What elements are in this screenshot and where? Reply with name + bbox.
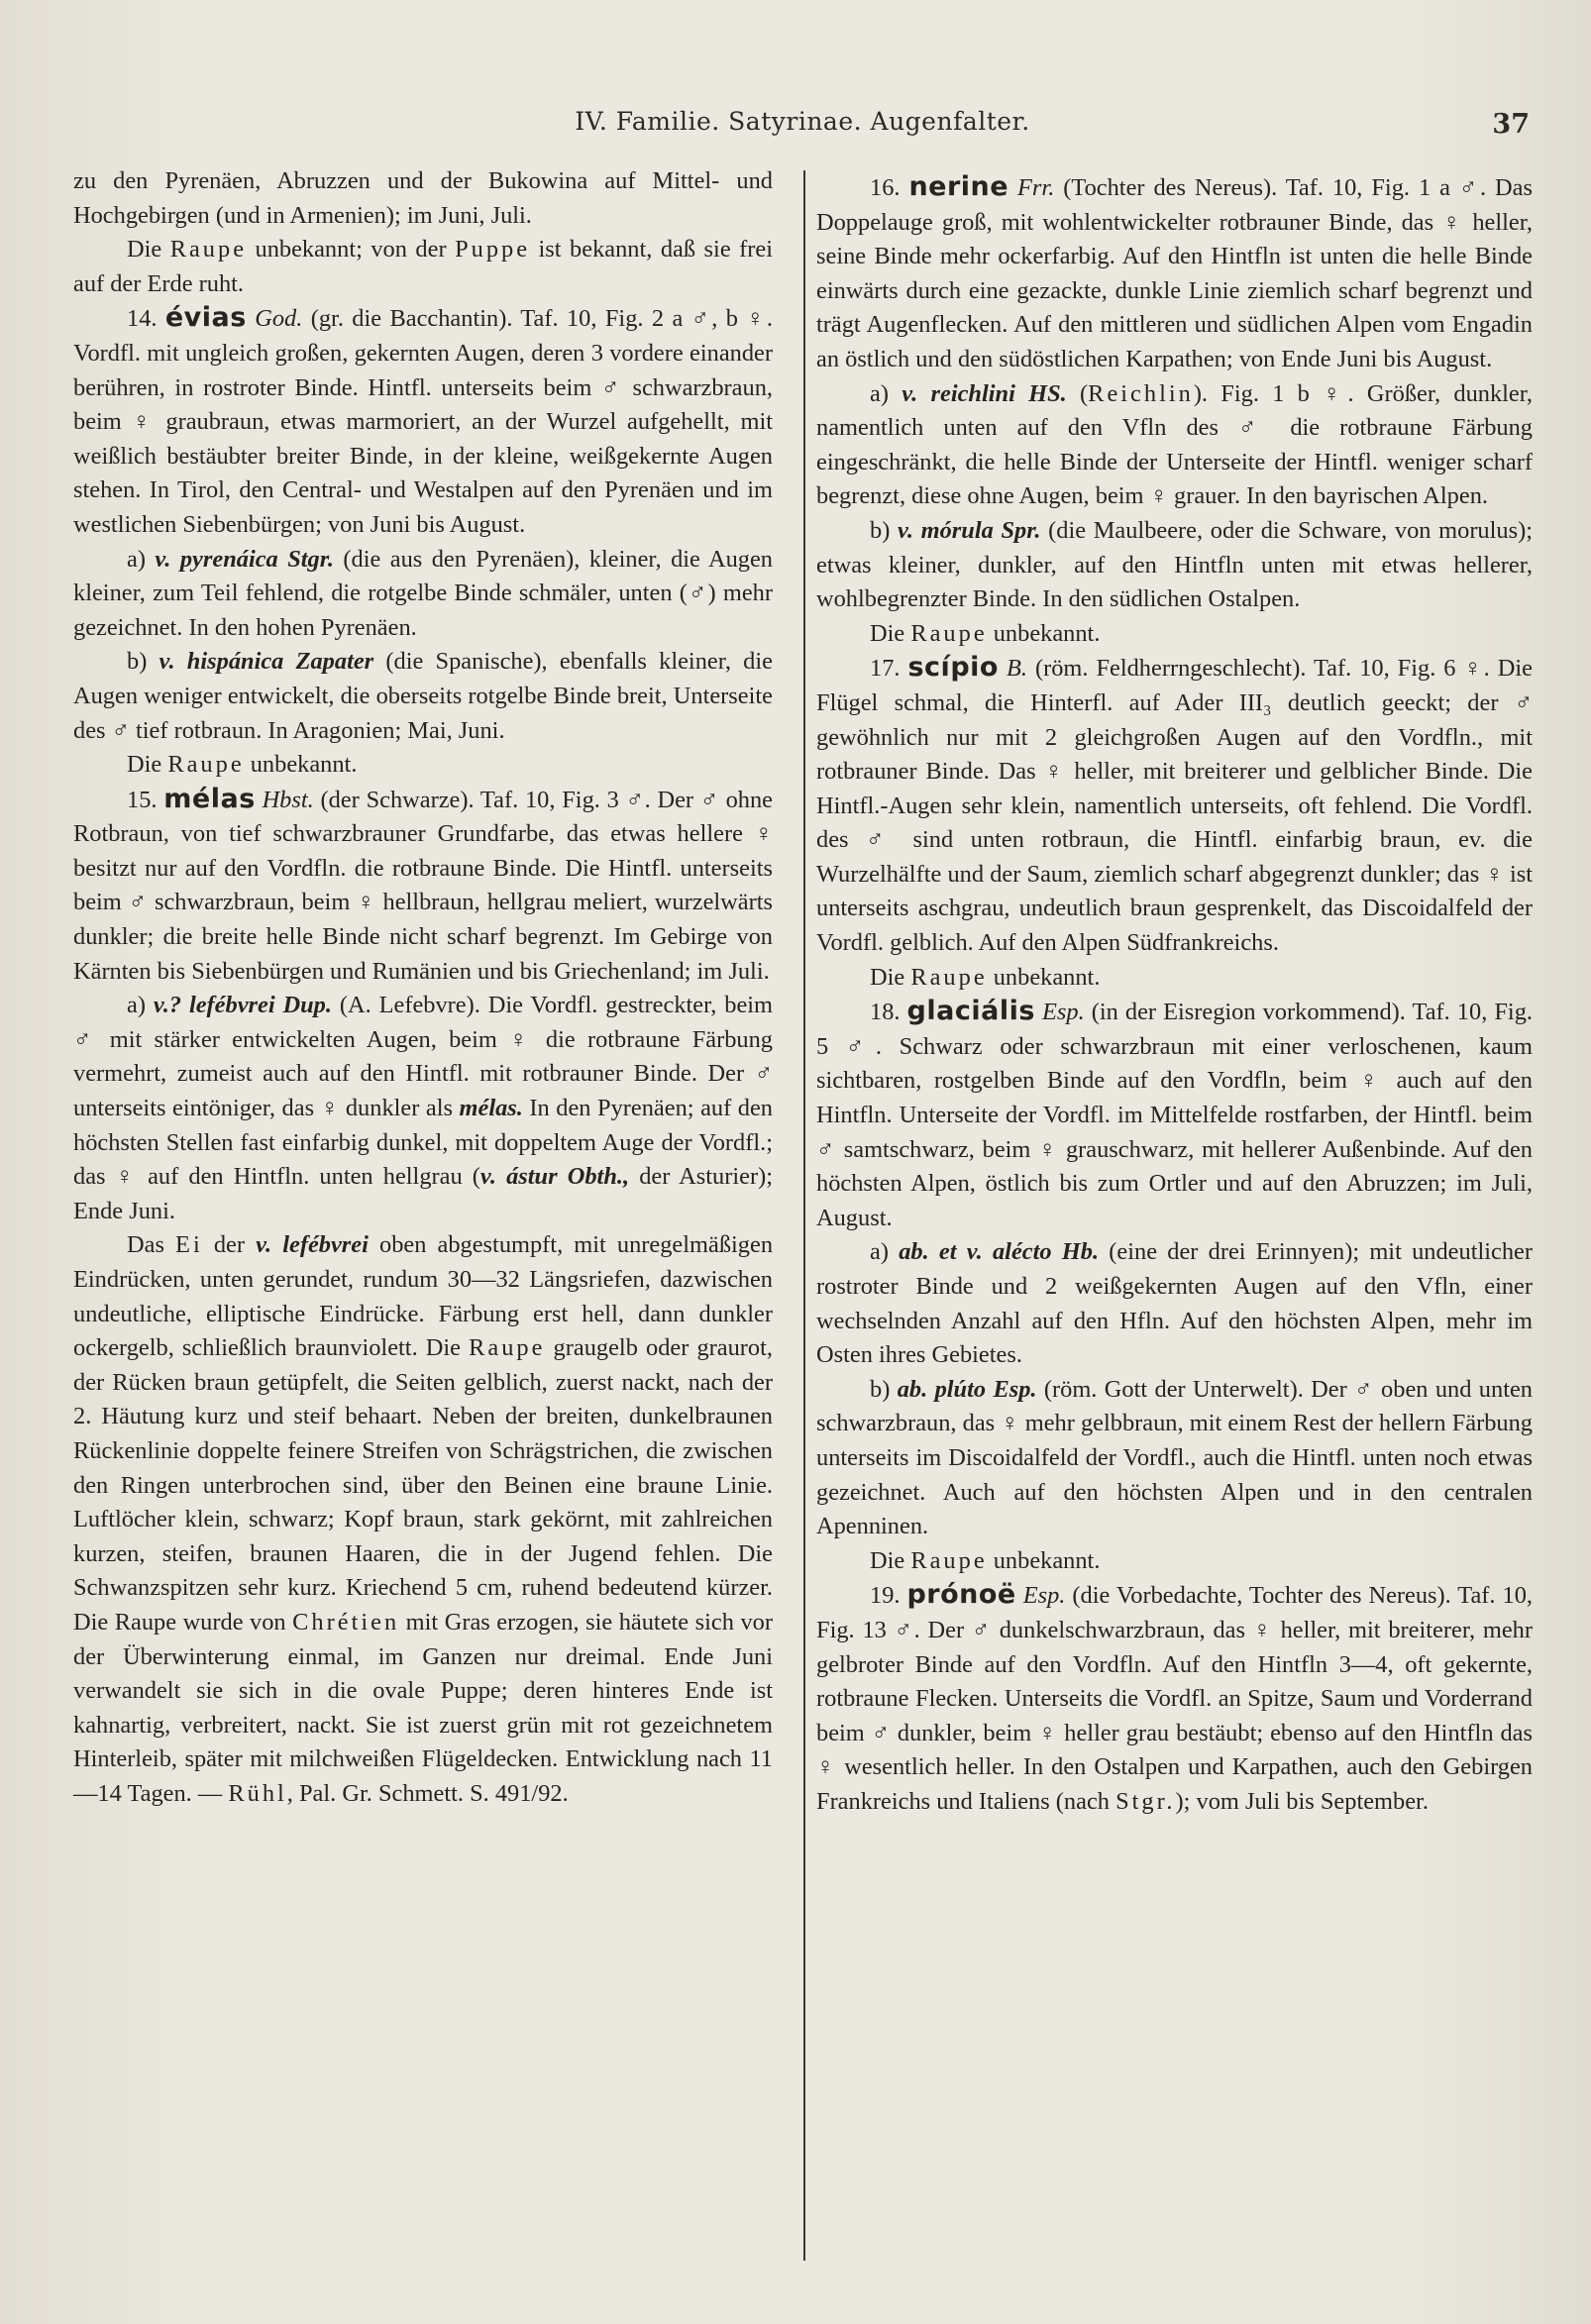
species-name: scípio [907, 652, 999, 684]
species-15-melas: 15. mélas Hbst. (der Schwarze). Taf. 10, Fig. 3 ♂. Der ♂ ohne Rotbraun, von tief schwarzbrauner Grundfarbe, das etwas hellere ♀ besitzt nur auf den Vordfln. die rotbraune Binde. Die Hintfl. unterseits beim ♂ schwarzbraun, beim ♀ hellbraun, hellgrau meliert, wurzelwärts dunkler; die breite helle Binde nicht scharf begrenzt. Im Gebirge von Kärnten bis Siebenbürgen und Rumänien und bis Griechenland; im Juli. [73, 783, 773, 985]
species-16-nerine: 16. nerine Frr. (Tochter des Nereus). Taf. 10, Fig. 1 a ♂. Das Doppelauge groß, mit wohlentwickelter rotbrauner Binde, das ♀ heller, seine Binde mehr ockerfarbig. Auf den Hintfln ist unten die helle Binde einwärts durch eine gezackte, dunkle Linie ziemlich scharf begrenzt und trägt Augenflecken. Auf den mittleren und südlichen Alpen vom Engadin an östlich und den südöstlichen Karpathen; von Ende Juni bis August. [816, 171, 1533, 372]
page-number: 37 [1492, 109, 1530, 140]
species-14-evias: 14. évias God. (gr. die Bacchantin). Taf. 10, Fig. 2 a ♂, b ♀. Vordfl. mit ungleich großen, gekernten Augen, deren 3 vordere einander berühren, in rostroter Binde. Hintfl. unterseits beim ♂ schwarzbraun, beim ♀ graubraun, etwas marmoriert, an der Wurzel aufgehellt, mit weißlich bestäubter breiter Binde, in der kleine, weißgekernte Augen stehen. In Tirol, den Central- und Westalpen auf den Pyrenäen und im westlichen Siebenbürgen; von Juni bis August. [73, 302, 773, 538]
paragraph-raupe-puppe: Die Raupe unbekannt; von der Puppe ist bekannt, daß sie frei auf der Erde ruht. [73, 236, 773, 297]
left-column [73, 164, 773, 1812]
species-author: Esp. [1041, 999, 1085, 1026]
running-title: IV. Familie. Satyrinae. Augenfalter. [575, 107, 1030, 136]
species-author: Esp. [1022, 1582, 1066, 1610]
species-author: B. [1006, 655, 1027, 683]
species-name: nerine [908, 171, 1009, 202]
raupe-unknown: Die Raupe unbekannt. [870, 1546, 1101, 1574]
column-divider [803, 170, 805, 2261]
variety-pyrenaica: a) v. pyrenáica Stgr. (die aus den Pyrenäen), kleiner, die Augen kleiner, zum Teil fehlend, die rotgelbe Binde schmäler, unten (♂) mehr gezeichnet. In den hohen Pyrenäen. [73, 545, 773, 641]
raupe-unknown: Die Raupe unbekannt. [870, 619, 1101, 647]
species-author: God. [255, 305, 303, 333]
variety-reichlini: a) v. reichlini HS. (Reichlin). Fig. 1 b ♀. Größer, dunkler, namentlich unten auf den Vfln des ♂ die rotbraune Färbung eingeschränkt, die helle Binde der Unterseite der Hintfl. weniger scharf begrenzt, diese ohne Augen, beim ♀ grauer. In den bayrischen Alpen. [816, 379, 1533, 510]
right-column [816, 170, 1533, 1820]
species-name: mélas [163, 783, 256, 814]
raupe-unknown: Die Raupe unbekannt. [127, 751, 358, 779]
species-19-pronoe: 19. prónoë Esp. (die Vorbedachte, Tochter des Nereus). Taf. 10, Fig. 13 ♂. Der ♂ dunkelschwarzbraun, das ♀ heller, mit breiterer, mehr gelbroter Binde auf den Vordfln. Auf den Hintfln 3—4, oft gekernte, rotbraune Flecken. Unterseits die Vordfl. an Spitze, Saum und Vorderrand beim ♂ dunkler, beim ♀ heller grau bestäubt; ebenso auf den Hintfln das ♀ wesentlich heller. In den Ostalpen und Karpathen, auch den Gebirgen Frankreichs und Italiens (nach Stgr.); vom Juli bis September. [816, 1579, 1533, 1815]
aberration-alecto: a) ab. et v. alécto Hb. (eine der drei Erinnyen); mit undeutlicher rostroter Binde und 2 weißgekernten Augen auf den Vfln, einer wechselnden Anzahl auf den Hfln. Auf den höchsten Alpen, mehr im Osten ihres Gebietes. [816, 1238, 1533, 1369]
species-name: glaciális [906, 996, 1035, 1027]
species-18-glacialis: 18. glaciális Esp. (in der Eisregion vorkommend). Taf. 10, Fig. 5 ♂. Schwarz oder schwarzbraun mit einer verloschenen, kaum sichtbaren, rostgelben Binde auf den Vordfln, beim ♀ auch auf den Hintfln. Unterseite der Vordfl. im Mittelfelde rostfarben, der Hintfl. beim ♂ samtschwarz, beim ♀ grauschwarz, mit hellerer Außenbinde. Auf den höchsten Alpen, östlich bis zum Ortler und auf den Abruzzen; im Juli, August. [816, 996, 1533, 1231]
species-17-scipio: 17. scípio B. (röm. Feldherrngeschlecht). Taf. 10, Fig. 6 ♀. Die Flügel schmal, die Hinterfl. auf Ader III₃ deutlich geeckt; der ♂ gewöhnlich nur mit 2 gleichgroßen Augen auf den Vordfln., mit rotbrauner Binde. Das ♀ heller, mit breiterer und gelblicher Binde. Die Hintfl.-Augen sehr klein, namentlich unterseits, oft fehlend. Die Vordfl. des ♂ sind unten rotbraun, die Hintfl. einfarbig braun, ev. die Wurzelhälfte und der Saum, ziemlich scharf abgegrenzt dunkler; das ♀ ist unterseits aschgrau, undeutlich braun gesprenkelt, das Discoidalfeld der Vordfl. gelblich. Auf den Alpen Südfrankreichs. [816, 652, 1533, 957]
species-author: Hbst. [262, 786, 314, 813]
variety-hispanica: b) v. hispánica Zapater (die Spanische), ebenfalls kleiner, die Augen weniger entwickelt, die oberseits rotgelbe Binde breit, Unterseite des ♂ tief rotbraun. In Aragonien; Mai, Juni. [73, 648, 773, 744]
aberration-pluto: b) ab. plúto Esp. (röm. Gott der Unterwelt). Der ♂ oben und unten schwarzbraun, das ♀ mehr gelbbraun, mit einem Rest der hellern Färbung unterseits im Discoidalfeld der Vordfl., auch die Hintfl. unten noch etwas gezeichnet. Auch auf den höchsten Alpen und in den centralen Apenninen. [816, 1375, 1533, 1540]
variety-morula: b) v. mórula Spr. (die Maulbeere, oder die Schware, von morulus); etwas kleiner, dunkler, auf den Hintfln unten mit etwas hellerer, wohlbegrenzter Binde. In den südlichen Ostalpen. [816, 516, 1533, 613]
egg-description: Das Ei der v. lefébvrei oben abgestumpft, mit unregelmäßigen Eindrücken, unten gerundet, rundum 30—32 Längsriefen, dazwischen undeutliche, elliptische Eindrücke. Färbung erst hell, dann dunkler ockergelb, schließlich braunviolett. Die Raupe graugelb oder graurot, der Rücken braun getüpfelt, die Seiten gelblich, zuerst nackt, nach der 2. Häutung kurz und steif behaart. Neben der breiten, dunkelbraunen Rückenlinie doppelte feinere Streifen von Schrägstrichen, die zwischen den Ringen unterbrochen sind, über den Beinen eine braune Linie. Luftlöcher klein, schwarz; Kopf braun, stark gekörnt, mit zahlreichen kurzen, steifen, braunen Haaren, die in der Jugend fehlen. Die Schwanzspitzen sehr kurz. Kriechend 5 cm, ruhend bedeutend kürzer. Die Raupe wurde von Chrétien mit Gras erzogen, sie häutete sich vor der Überwinterung einmal, im Ganzen nur dreimal. Ende Juni verwandelt sie sich in die ovale Puppe; deren hinteres Ende ist kahnartig, verbreitert, nackt. Sie ist zuerst grün mit rot gezeichnetem Hinterleib, später mit milchweißen Flügeldecken. Entwicklung nach 11—14 Tagen. — Rühl, Pal. Gr. Schmett. S. 491/92. [73, 1231, 774, 1807]
paragraph-continuation: zu den Pyrenäen, Abruzzen und der Bukowina auf Mittel- und Hochgebirgen (und in Armenien); im Juni, Juli. [73, 167, 773, 229]
variety-lefebvrei: a) v.? lefébvrei Dup. (A. Lefebvre). Die Vordfl. gestreckter, beim ♂ mit stärker entwickelten Augen, beim ♀ die rotbraune Färbung vermehrt, zumeist auch auf den Hintfl. mit rotbrauner Binde. Der ♂ unterseits eintöniger, das ♀ dunkler als mélas. In den Pyrenäen; auf den höchsten Stellen fast einfarbig dunkel, mit doppeltem Auge der Vordfl.; das ♀ auf den Hintfln. unten hellgrau (v. ástur Obth., der Asturier); Ende Juni. [73, 992, 774, 1224]
species-name: évias [164, 302, 247, 334]
species-name: prónoë [906, 1579, 1016, 1611]
raupe-unknown: Die Raupe unbekannt. [870, 963, 1101, 991]
species-author: Frr. [1017, 174, 1055, 201]
